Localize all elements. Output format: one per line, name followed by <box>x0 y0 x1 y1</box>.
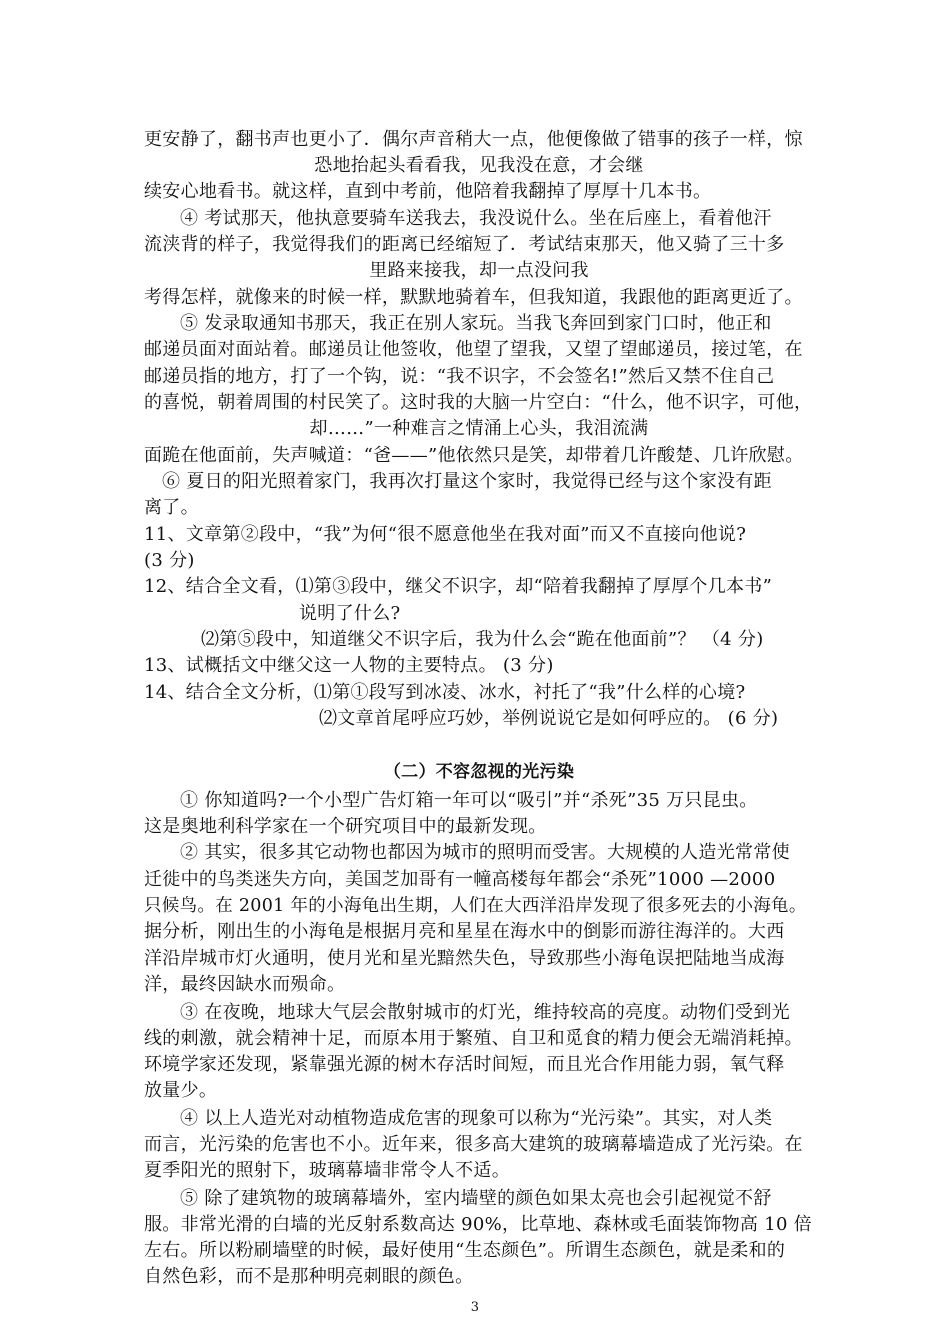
article-line: 线的刺激，就会精神十足，而原本用于繁殖、自卫和觅食的精力便会无端消耗掉。 <box>144 1028 803 1049</box>
article-line: ④ 以上人造光对动植物造成危害的现象可以称为“光污染”。其实，对人类 <box>180 1108 773 1129</box>
article-line: 洋沿岸城市灯火通明，使月光和星光黯然失色，导致那些小海龟误把陆地当成海 <box>144 948 785 969</box>
article-line: 这是奥地利科学家在一个研究项目中的最新发现。 <box>144 816 547 837</box>
question-line: 11、文章第②段中，“我”为何“很不愿意他坐在我对面”而又不直接向他说? <box>144 524 747 545</box>
article-line: ② 其实，很多其它动物也都因为城市的照明而受害。大规模的人造光常常使 <box>180 842 790 863</box>
question-line: 14、结合全文分析，⑴第①段写到冰凌、冰水，衬托了“我”什么样的心境? <box>144 682 746 703</box>
story-line: 却……”一种难言之情涌上心头，我泪流满 <box>309 418 649 439</box>
story-line: ⑥ 夏日的阳光照着家门，我再次打量这个家时，我觉得已经与这个家没有距 <box>162 471 772 492</box>
story-line: 恐地抬起头看看我，见我没在意，才会继 <box>314 155 644 176</box>
article-line: 自然色彩，而不是那种明亮刺眼的颜色。 <box>144 1266 474 1287</box>
question-line: 13、试概括文中继父这一人物的主要特点。 (3 分) <box>144 655 554 676</box>
article-line: 服。非常光滑的白墙的光反射系数高达 90%，比草地、森林或毛面装饰物高 10 倍 <box>144 1214 813 1235</box>
story-line: 续安心地看书。就这样，直到中考前，他陪着我翻掉了厚厚十几本书。 <box>144 181 712 202</box>
story-line: 的喜悦，朝着周围的村民笑了。这时我的大脑一片空白：“什么，他不识字，可他， <box>144 392 813 413</box>
article-line: 放量少。 <box>144 1080 218 1101</box>
story-line: 考得怎样，就像来的时候一样，默默地骑着车，但我知道，我跟他的距离更近了。 <box>144 287 803 308</box>
story-line: 里路来接我，却一点没问我 <box>369 260 589 281</box>
article-line: ③ 在夜晚，地球大气层会散射城市的灯光，维持较高的亮度。动物们受到光 <box>180 1002 790 1023</box>
story-line: ⑤ 发录取通知书那天，我正在别人家玩。当我飞奔回到家门口时，他正和 <box>180 313 772 334</box>
story-line: 邮递员面对面站着。邮递员让他签收，他望了望我，又望了望邮递员，接过笔，在 <box>144 339 803 360</box>
article-line: 左右。所以粉刷墙壁的时候，最好使用“生态颜色”。所谓生态颜色，就是柔和的 <box>144 1240 786 1261</box>
article-line: ⑤ 除了建筑物的玻璃幕墙外，室内墙壁的颜色如果太亮也会引起视觉不舒 <box>180 1188 772 1209</box>
question-line: (3 分) <box>144 550 195 571</box>
story-line: 离了。 <box>144 497 199 518</box>
article-line: 迁徙中的鸟类迷失方向，美国芝加哥有一幢高楼每年都会“杀死”1000 —2000 <box>144 869 776 890</box>
article-title: （二）不容忽视的光污染 <box>383 762 575 782</box>
story-line: 邮递员指的地方，打了一个钩，说：“我不识字，不会签名!”然后又禁不住自己 <box>144 366 775 387</box>
article-line: 夏季阳光的照射下，玻璃幕墙非常令人不适。 <box>144 1160 510 1181</box>
page-number: 3 <box>470 1300 480 1315</box>
question-line: 说明了什么? <box>299 603 401 624</box>
story-line: 面跪在他面前，失声喊道：“爸——”他依然只是笑，却带着几许酸楚、几许欣慰。 <box>144 445 804 466</box>
story-line: 流浃背的样子，我觉得我们的距离已经缩短了．考试结束那天，他又骑了三十多 <box>144 234 785 255</box>
article-line: 环境学家还发现，紧靠强光源的树木存活时间短，而且光合作用能力弱，氧气释 <box>144 1054 785 1075</box>
article-line: 而言，光污染的危害也不小。近年来，很多高大建筑的玻璃幕墙造成了光污染。在 <box>144 1134 803 1155</box>
question-line: ⑵文章首尾呼应巧妙，举例说说它是如何呼应的。 (6 分) <box>319 708 779 729</box>
article-line: 洋，最终因缺水而殒命。 <box>144 974 346 995</box>
story-line: ④ 考试那天，他执意要骑车送我去，我没说什么。坐在后座上，看着他汗 <box>180 208 772 229</box>
article-line: ① 你知道吗?一个小型广告灯箱一年可以“吸引”并“杀死”35 万只昆虫。 <box>180 790 758 811</box>
question-line: 12、结合全文看，⑴第③段中，继父不识字，却“陪着我翻掉了厚厚个几本书” <box>144 576 773 597</box>
article-line: 据分析，刚出生的小海龟是根据月亮和星星在海水中的倒影而游往海洋的。大西 <box>144 921 785 942</box>
story-line: 更安静了，翻书声也更小了．偶尔声音稍大一点，他便像做了错事的孩子一样，惊 <box>144 129 803 150</box>
question-line: ⑵第⑤段中，知道继父不识字后，我为什么会“跪在他面前”？ （4 分) <box>201 629 764 650</box>
article-line: 只候鸟。在 2001 年的小海龟出生期，人们在大西洋沿岸发现了很多死去的小海龟。 <box>144 896 807 916</box>
